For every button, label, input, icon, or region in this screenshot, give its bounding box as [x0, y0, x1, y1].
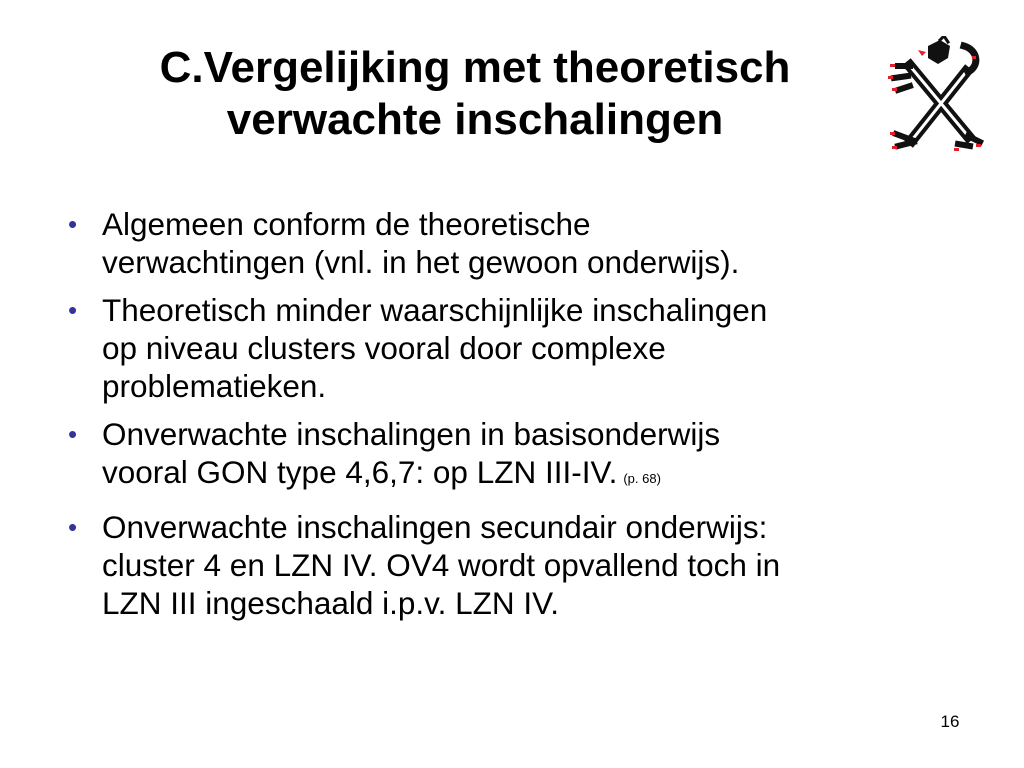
- page-reference: (p. 68): [623, 471, 661, 486]
- title-line-1: C.Vergelijking met theoretisch: [159, 43, 791, 92]
- bullet-text-line: Algemeen conform de theoretische: [102, 206, 591, 242]
- bullet-item-3: [58, 415, 988, 498]
- slide-title: [60, 42, 890, 146]
- bullet-text-line: cluster 4 en LZN IV. OV4 wordt opvallend toch in: [102, 547, 781, 583]
- bullet-text-line-with-ref: [102, 453, 988, 498]
- bullet-marker: •: [68, 512, 78, 542]
- bullet-text: vooral GON type 4,6,7: op LZN III-IV.: [102, 454, 618, 490]
- bullet-item-2: [58, 291, 988, 405]
- bullet-list: [58, 205, 988, 632]
- bullet-text-line: Onverwachte inschalingen in basisonderwijs: [102, 416, 721, 452]
- bullet-marker: •: [68, 209, 78, 239]
- bullet-text-line: problematieken.: [102, 368, 327, 404]
- bullet-marker: •: [68, 295, 78, 325]
- bullet-text-line: LZN III ingeschaald i.p.v. LZN IV.: [102, 585, 559, 621]
- title-line-2: verwachte inschalingen: [226, 95, 724, 144]
- bullet-text-line: Onverwachte inschalingen secundair onderwijs:: [102, 509, 768, 545]
- bullet-text-line: verwachtingen (vnl. in het gewoon onderwijs).: [102, 244, 740, 280]
- bullet-item-1: [58, 205, 988, 281]
- bullet-text-line: op niveau clusters vooral door complexe: [102, 330, 666, 366]
- page-number: 16: [940, 712, 960, 731]
- bullet-text-line: Theoretisch minder waarschijnlijke inschalingen: [102, 292, 768, 328]
- bullet-marker: •: [68, 419, 78, 449]
- bullet-item-4: [58, 508, 988, 622]
- flemish-lion-icon: [888, 36, 984, 158]
